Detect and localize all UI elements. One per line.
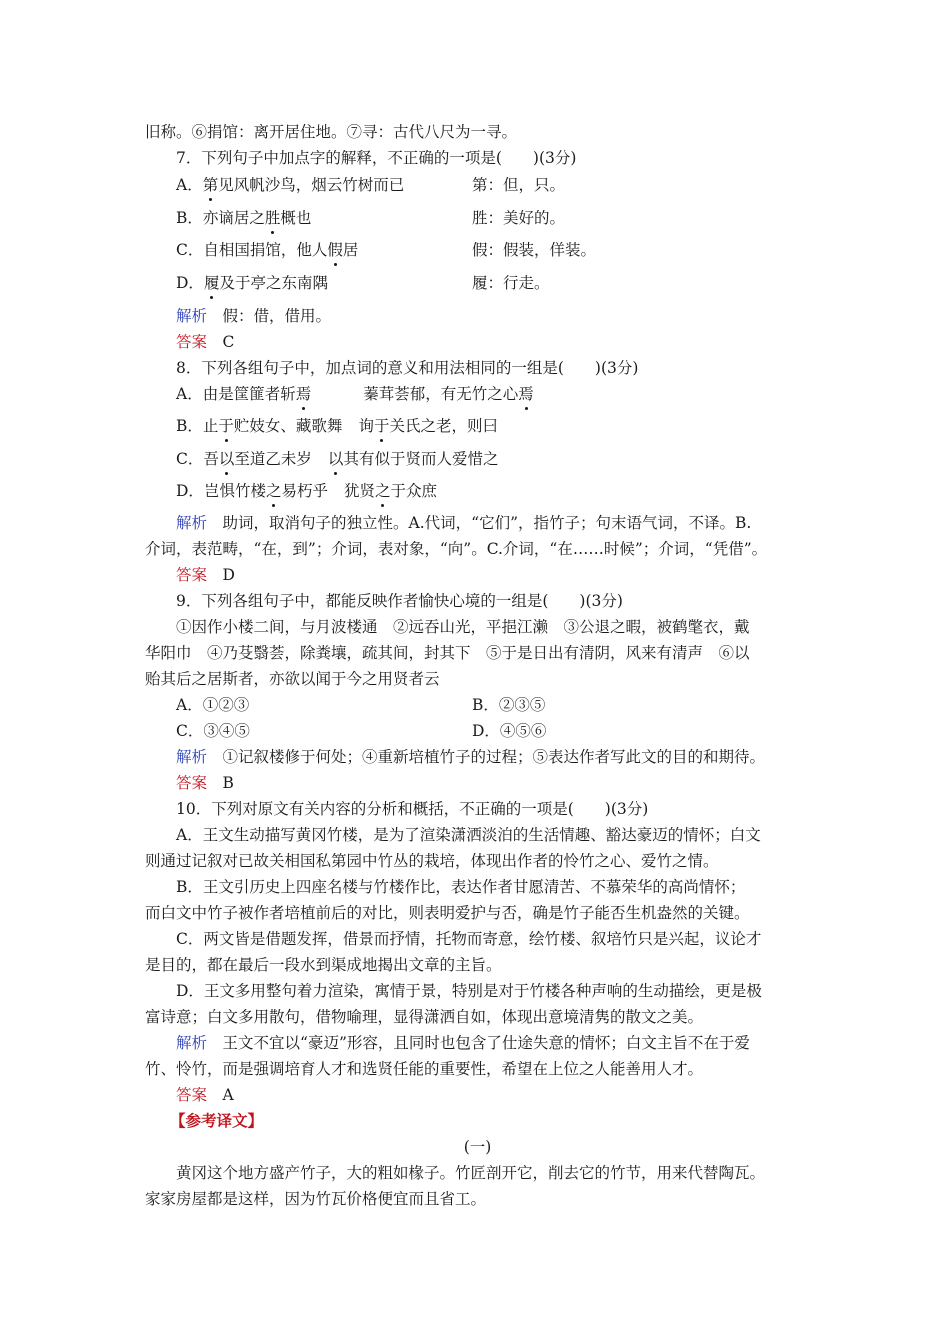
q7-option-c: C．自相国捐馆，他人假居 bbox=[176, 241, 359, 259]
analysis-label: 解析 bbox=[176, 307, 208, 325]
emphasis-dot-char: 假 bbox=[327, 241, 343, 259]
q9-choice-d: D．④⑤⑥ bbox=[472, 722, 547, 740]
emphasis-dot-char: 胜 bbox=[264, 209, 281, 227]
q7-gloss-d: 履：行走。 bbox=[472, 274, 550, 292]
q9-choice-a: A．①②③ bbox=[176, 696, 250, 714]
q7-gloss-b: 胜：美好的。 bbox=[472, 209, 566, 227]
q7-option-d: D．履及于亭之东南隅 bbox=[176, 274, 328, 292]
q10-answer: 答案 A bbox=[176, 1086, 234, 1104]
q9-answer: 答案 B bbox=[176, 774, 234, 792]
q10-stem: 10．下列对原文有关内容的分析和概括，不正确的一项是( )(3分) bbox=[176, 800, 649, 818]
q8-analysis: 解析 助词，取消句子的独立性。A.代词，“它们”，指竹子；句末语气词，不译。B. 介词，表范畴，“在，到”；介词，表对象，“向”。C.介词，“在……时候”；介词，“凭借”。 bbox=[145, 514, 768, 558]
q9-choice-c: C．③④⑤ bbox=[176, 722, 250, 740]
q9-body: ①因作小楼二间，与月波楼通 ②远吞山光，平挹江濑 ③公退之暇，被鹤氅衣，戴 华阳巾 ④乃芟翳荟，除粪壤，疏其间，封其下 ⑤于是日出有清阴，风来有清声 ⑥以 贻其后之居斯者，亦欲以闻于今之用贤者云 bbox=[145, 618, 750, 688]
q10-options: A．王文生动描写黄冈竹楼，是为了渲染潇洒淡泊的生活情趣、豁达豪迈的情怀；白文 则通过记叙对已故关相国私第园中竹丛的栽培，体现出作者的怜竹之心、爱竹之情。 B．王文引历史上四座名楼与竹楼作比，表达作者甘愿清苦、不慕荣华的高尚情怀； 而白文中竹子被作者培植前后的对比，则表明爱护与否，确是竹子能否生机盎然的关键。 C．两文皆是借题发挥，借景而抒情，托物而寄意，绘竹楼、叙培竹只是兴起，议论才 是目的，都在最后一段水到渠成地揭出文章的主旨。 D．王文多用整句着力渲染，寓情于景，特别是对于竹楼各种声响的生动描绘，更是极 富诗意；白文多用散句，借物喻理，显得潇洒自如，体现出意境清隽的散文之美。 bbox=[145, 826, 762, 1026]
q9-stem: 9．下列各组句子中，都能反映作者愉快心境的一组是( )(3分) bbox=[176, 592, 623, 610]
q8-option-d: D．岂惧竹楼之易朽乎 犹贤之于众庶 bbox=[176, 482, 438, 500]
intro-line: 旧称。⑥捐馆：离开居住地。⑦寻：古代八尺为一寻。 bbox=[145, 123, 518, 141]
q8-option-a: A．由是筐篚者斩焉 蓁茸荟郁，有无竹之心焉 bbox=[176, 385, 534, 403]
q8-answer: 答案 D bbox=[176, 566, 235, 584]
emphasis-dot-char: 履 bbox=[203, 274, 220, 292]
q7-answer: 答案 C bbox=[176, 333, 235, 351]
q7-gloss-c: 假：假装，佯装。 bbox=[472, 241, 597, 259]
q9-choice-b: B．②③⑤ bbox=[472, 696, 546, 714]
emphasis-dot-char: 第 bbox=[202, 176, 219, 194]
q10-analysis: 解析 王文不宜以“豪迈”形容，且同时也包含了仕途失意的情怀；白文主旨不在于爱 竹、怜竹，而是强调培育人才和选贤任能的重要性，希望在上位之人能善用人才。 bbox=[145, 1034, 750, 1078]
translation-section-heading: (一) bbox=[463, 1138, 492, 1156]
translation-text: 黄冈这个地方盛产竹子，大的粗如椽子。竹匠剖开它，削去它的竹节，用来代替陶瓦。 家家房屋都是这样，因为竹瓦价格便宜而且省工。 bbox=[145, 1164, 766, 1208]
reference-heading: 【参考译文】 bbox=[170, 1111, 264, 1130]
q7-stem: 7．下列句子中加点字的解释，不正确的一项是( )(3分) bbox=[176, 149, 577, 167]
q7-option-a: A．第见风帆沙鸟，烟云竹树而已 bbox=[176, 176, 405, 194]
q8-option-b: B．止于贮妓女、藏歌舞 询于关氏之老，则曰 bbox=[176, 417, 498, 435]
q7-gloss-a: 第：但，只。 bbox=[472, 176, 566, 194]
q9-analysis: 解析 ①记叙楼修于何处；④重新培植竹子的过程；⑤表达作者写此文的目的和期待。 bbox=[176, 748, 766, 766]
q7-analysis: 解析 假：借，借用。 bbox=[176, 307, 332, 325]
q7-option-b: B．亦谪居之胜概也 bbox=[176, 209, 312, 227]
q8-option-c: C．吾以至道乙未岁 以其有似于贤而人爱惜之 bbox=[176, 450, 499, 468]
answer-label: 答案 bbox=[176, 333, 208, 351]
q8-stem: 8．下列各组句子中，加点词的意义和用法相同的一组是( )(3分) bbox=[176, 359, 639, 377]
